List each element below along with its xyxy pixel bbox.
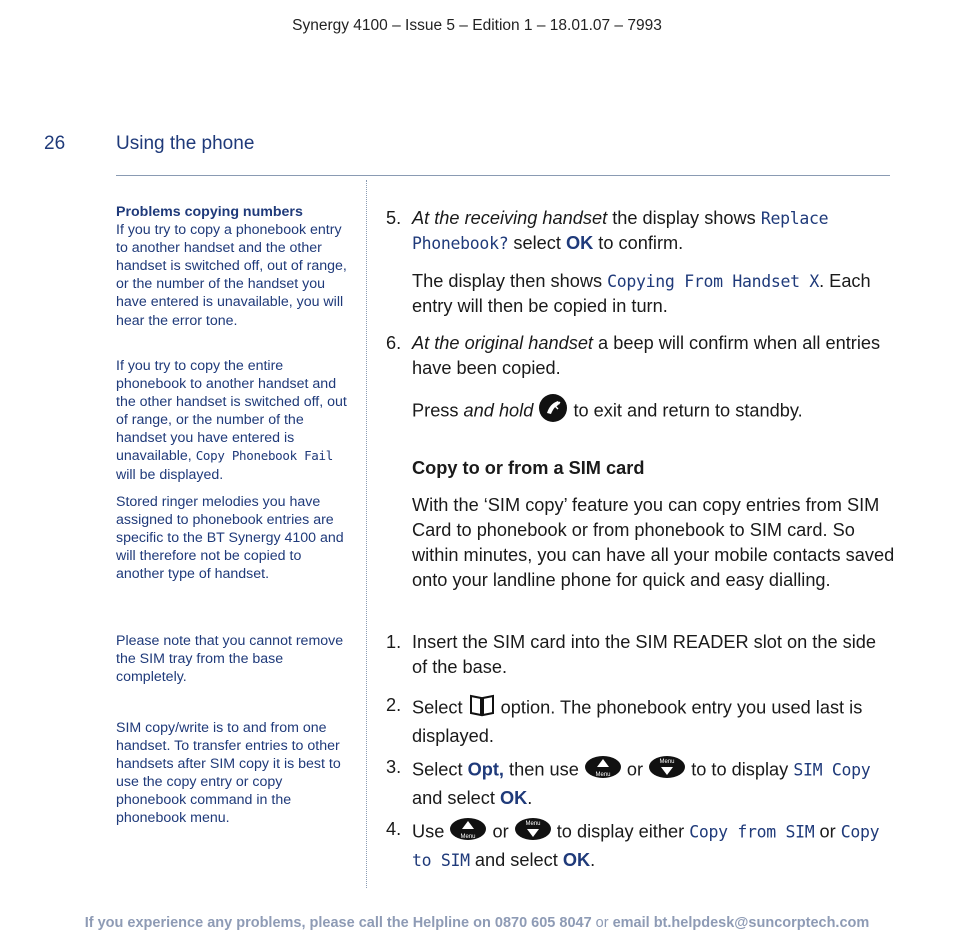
column-divider: [366, 180, 367, 888]
sidebar-note-4: Please note that you cannot remove the SIM tray from the base completely.: [116, 633, 344, 686]
sidebar-note-problems: [116, 203, 351, 330]
step-5: 5. At the receiving handset the display shows Replace Phonebook? select OK to confirm.: [386, 208, 829, 253]
end-call-icon: [538, 393, 568, 430]
page-number: 26: [44, 133, 66, 154]
svg-text:Menu: Menu: [525, 821, 541, 827]
phonebook-icon: [468, 693, 496, 724]
menu-up-key-icon: [584, 755, 622, 786]
step-3: 3. Select Opt, then use Menu or Menu to to display SIM Copy and select OK.: [386, 757, 871, 808]
step-2: 2. Select option. The phonebook entry you used last is displayed.: [386, 695, 863, 746]
sidebar-note-5: SIM copy/write is to and from one handset. To transfer entries to other handsets after SIM copy it is best to use the copy entry or copy phonebook command in the phonebook menu.: [116, 720, 341, 827]
lcd-sim-copy: SIM Copy: [793, 760, 871, 780]
subheading-sim-card: Copy to or from a SIM card: [412, 458, 645, 478]
sidebar-note-1: If you try to copy a phonebook entry to another handset and the other handset is switched off, out of range, or the number of the handset you have entered is unavailable, you will hear the error tone.: [116, 222, 347, 329]
step-6-detail: Press and hold to exit and return to standby.: [386, 393, 896, 430]
sidebar-note-2: If you try to copy the entire phonebook to another handset and the other handset is switched off, out of range, or the number of the handset you have entered is unavailable, Copy Phonebook Fail will be displayed.: [116, 358, 347, 483]
header-rule: [116, 175, 890, 176]
helpline-email: email bt.helpdesk@suncorptech.com: [612, 915, 870, 931]
step-6: 6. At the original handset a beep will confirm when all entries have been copied.: [386, 333, 881, 378]
menu-down-key-icon: [648, 755, 686, 786]
menu-down-key-icon: [514, 817, 552, 848]
document-meta: Synergy 4100 – Issue 5 – Edition 1 – 18.01.07 – 7993: [292, 17, 662, 34]
step-4: 4. Use Menu or Menu to display either Copy from SIM or Copy to SIM and select OK.: [386, 819, 880, 870]
section-title: Using the phone: [116, 133, 255, 154]
step-5-detail: The display then shows Copying From Handset X. Each entry will then be copied in turn.: [412, 271, 871, 316]
step-1: 1. Insert the SIM card into the SIM READER slot on the side of the base.: [386, 632, 876, 677]
lcd-copying-from-handset: Copying From Handset X: [607, 272, 820, 291]
lcd-copy-from-sim: Copy from SIM: [689, 822, 815, 842]
menu-up-key-icon: [449, 817, 487, 848]
helpline-phone: 0870 605 8047: [494, 915, 592, 931]
svg-text:Menu: Menu: [595, 772, 611, 778]
sim-intro: With the ‘SIM copy’ feature you can copy entries from SIM Card to phonebook or from phonebook to SIM card. So within minutes, you can have all your mobile contacts saved onto your landline phone for quick and easy dialling.: [412, 495, 895, 590]
lcd-replace-phonebook: Replace Phonebook?: [412, 209, 829, 253]
svg-text:Menu: Menu: [460, 834, 476, 840]
sidebar-heading: Problems copying numbers: [116, 204, 303, 220]
lcd-copy-phonebook-fail: Copy Phonebook Fail: [195, 448, 333, 464]
lcd-copy-to-sim: Copy to SIM: [412, 822, 880, 870]
svg-text:Menu: Menu: [659, 759, 675, 765]
helpline-footer: If you experience any problems, please call the Helpline on 0870 605 8047 or email bt.helpdesk@suncorptech.com: [84, 915, 870, 931]
sidebar-note-3: Stored ringer melodies you have assigned to phonebook entries are specific to the BT Synergy 4100 and will therefore not be copied to another type of handset.: [116, 494, 344, 583]
